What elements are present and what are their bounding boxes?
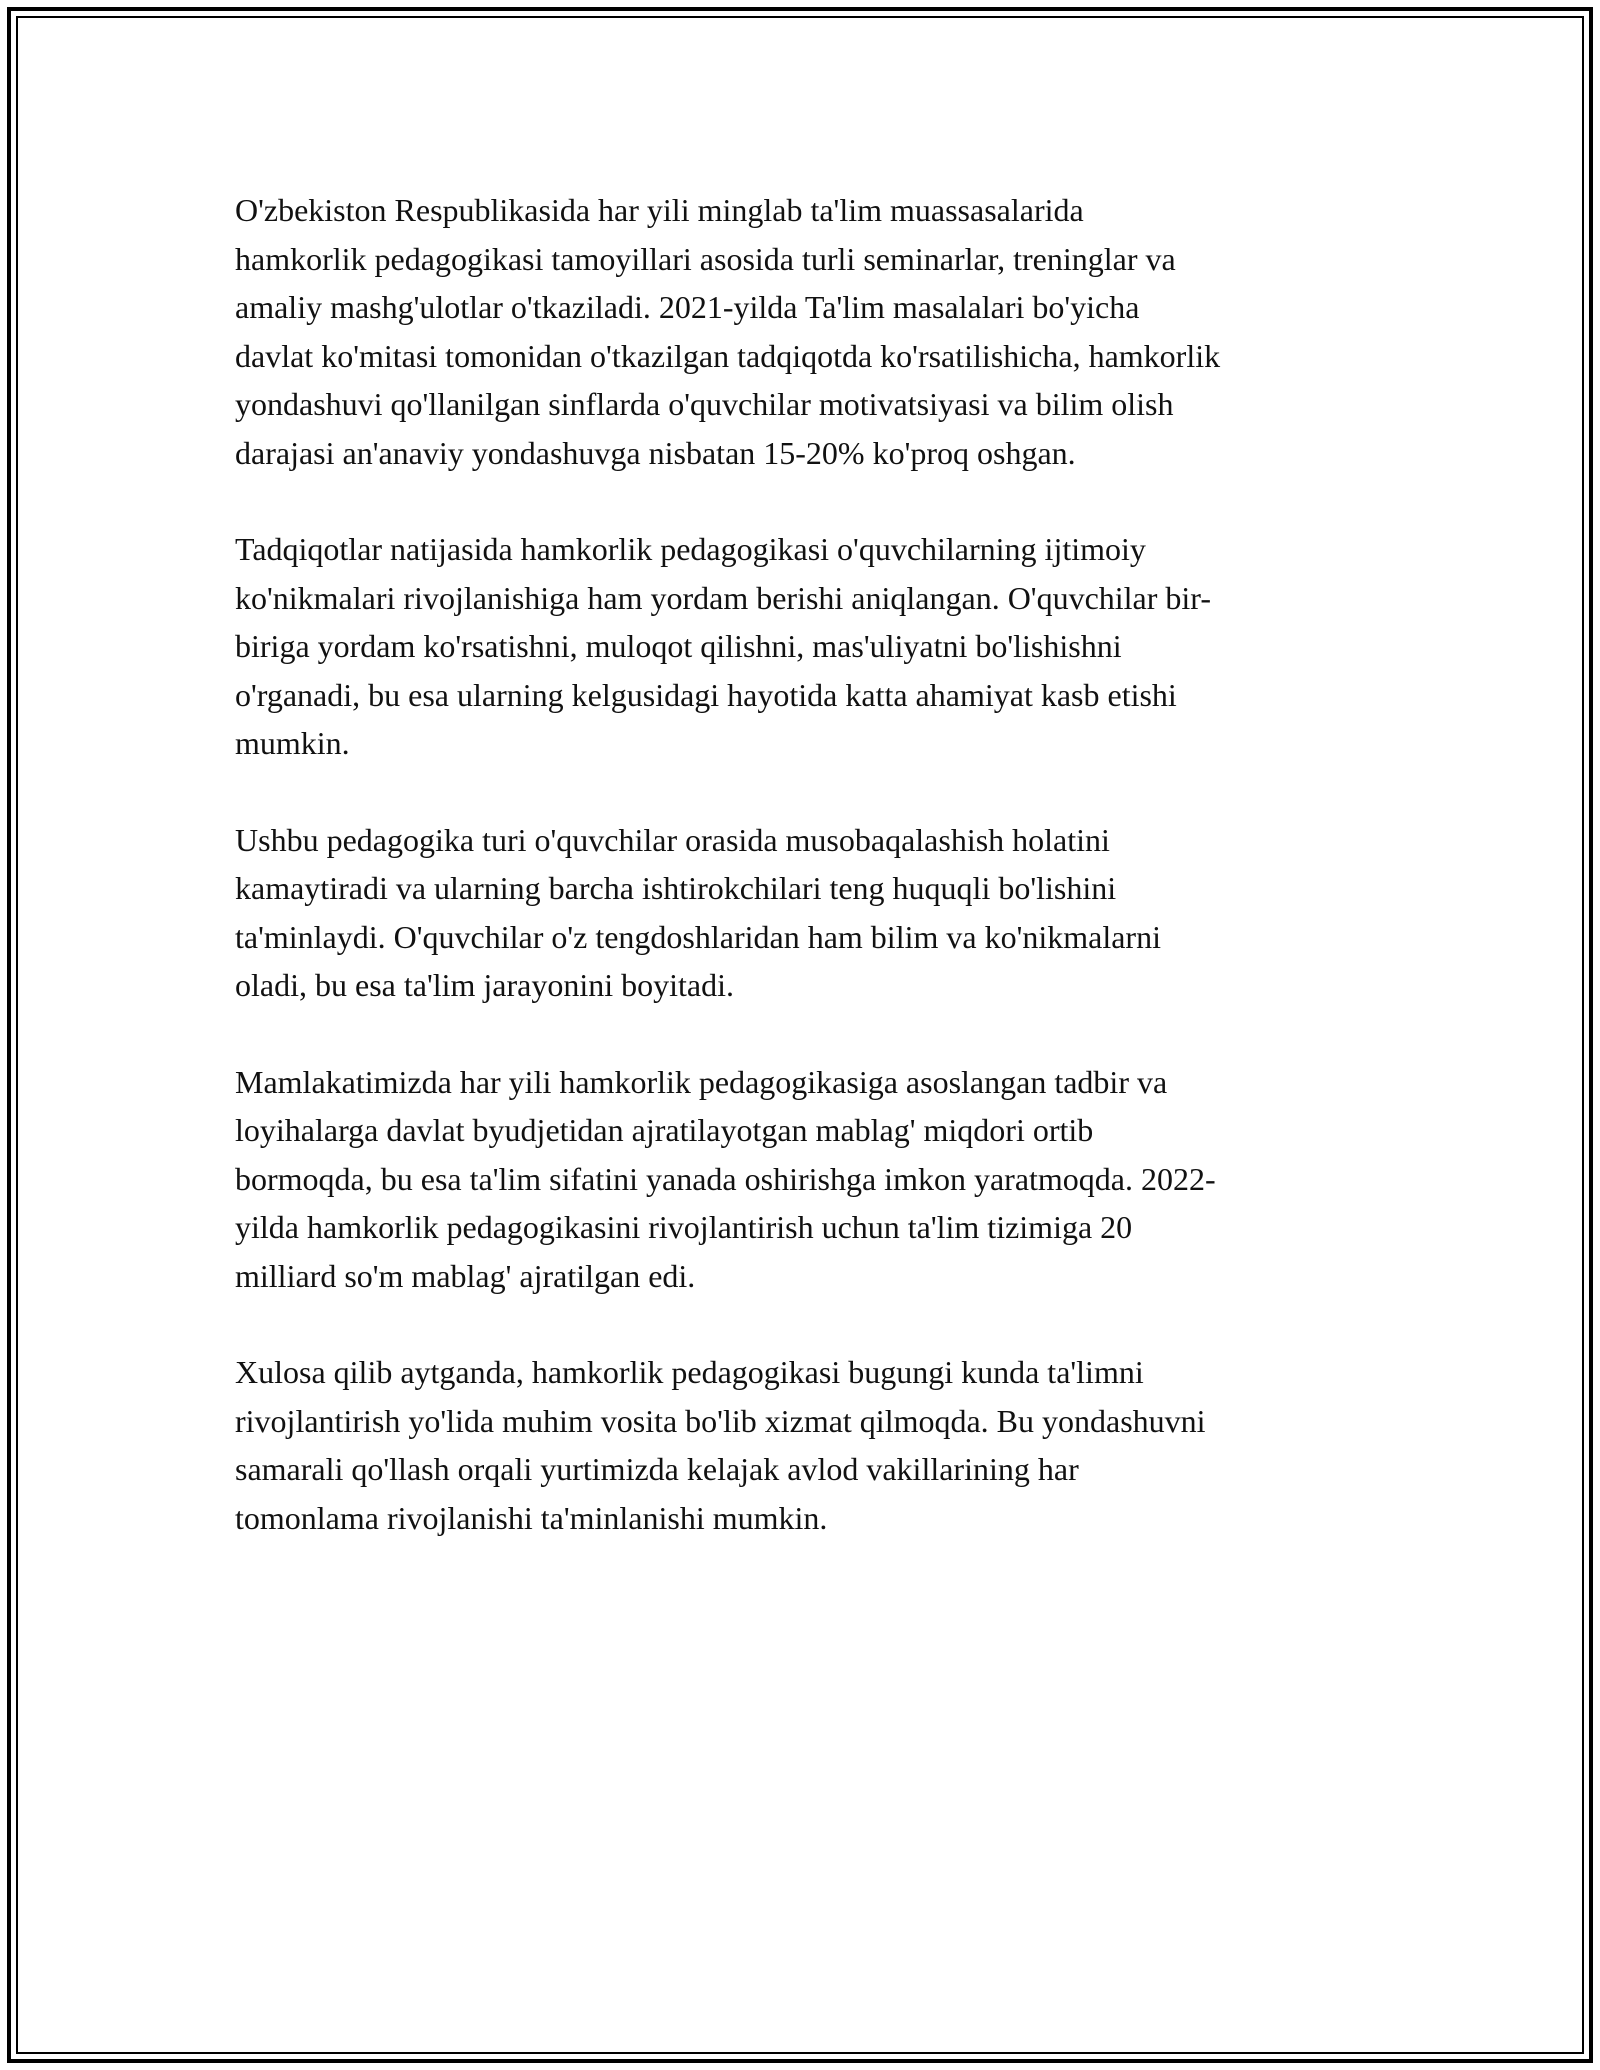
paragraph-5: Xulosa qilib aytganda, hamkorlik pedagogikasi bugungi kunda ta'limni rivojlantirish yo'lida muhim vosita bo'lib xizmat qilmoqda. Bu yondashuvni samarali qo'llash orqali yurtimizda kelajak avlod vakillarining har tomonlama rivojlanishi ta'minlanishi mumkin. <box>235 1354 1206 1536</box>
paragraph-4: Mamlakatimizda har yili hamkorlik pedagogikasiga asoslangan tadbir va loyihalarga davlat byudjetidan ajratilayotgan mablag' miqdori ortib bormoqda, bu esa ta'lim sifatini yanada oshirishga imkon yaratmoqda. 2022- yilda hamkorlik pedagogikasini rivojlantirish uchun ta'lim tizimiga 20 milliard so'm mablag' ajratilgan edi. <box>235 1063 1216 1294</box>
paragraph-3: Ushbu pedagogika turi o'quvchilar orasida musobaqalashish holatini kamaytiradi va ularning barcha ishtirokchilari teng huquqli bo'lishini ta'minlaydi. O'quvchilar o'z tengdoshlaridan ham bilim va ko'nikmalarni oladi, bu esa ta'lim jarayonini boyitadi. <box>235 821 1161 1003</box>
document-body <box>235 186 1370 1590</box>
paragraph-1: O'zbekiston Respublikasida har yili minglab ta'lim muassasalarida hamkorlik pedagogikasi tamoyillari asosida turli seminarlar, treninglar va amaliy mashg'ulotlar o'tkaziladi. 2021-yilda Ta'lim masalalari bo'yicha davlat ko'mitasi tomonidan o'tkazilgan tadqiqotda ko'rsatilishicha, hamkorlik yondashuvi qo'llanilgan sinflarda o'quvchilar motivatsiyasi va bilim olish darajasi an'anaviy yondashuvga nisbatan 15-20% ko'proq oshgan. <box>235 192 1221 471</box>
paragraph-2: Tadqiqotlar natijasida hamkorlik pedagogikasi o'quvchilarning ijtimoiy ko'nikmalari rivojlanishiga ham yordam berishi aniqlangan. O'quvchilar bir- biriga yordam ko'rsatishni, muloqot qilishni, mas'uliyatni bo'lishishni o'rganadi, bu esa ularning kelgusidagi hayotida katta ahamiyat kasb etishi mumkin. <box>235 531 1211 761</box>
